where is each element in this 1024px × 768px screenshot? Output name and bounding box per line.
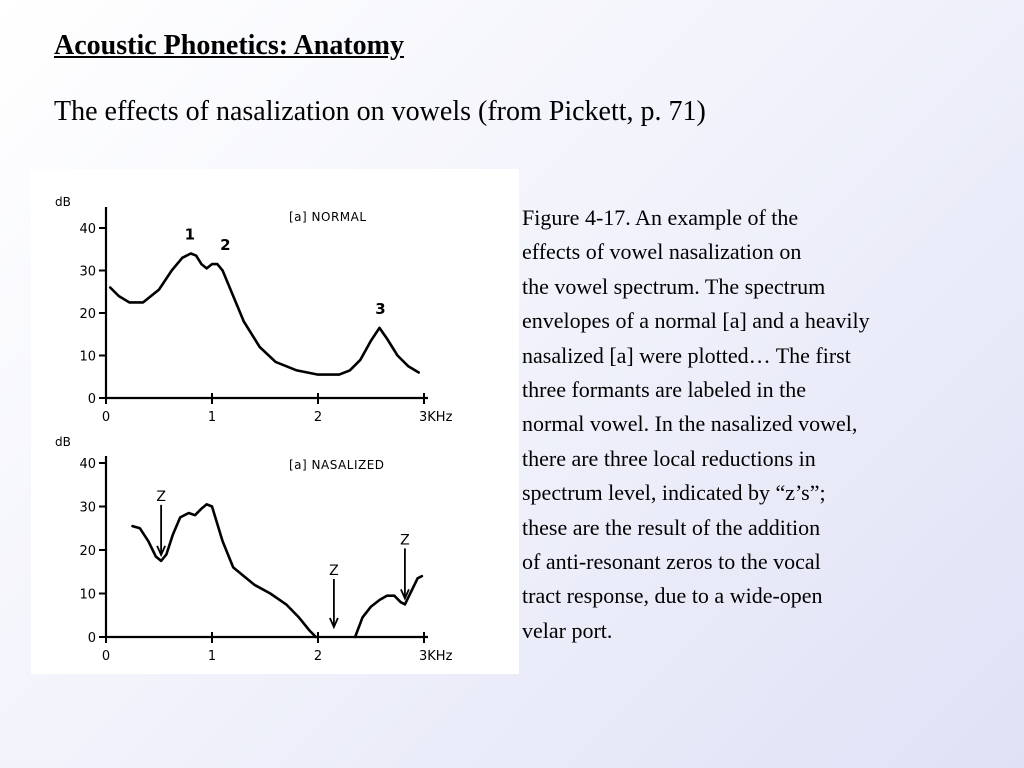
x-tick-label: 1 <box>207 649 217 664</box>
y-tick-label: 30 <box>79 264 96 280</box>
caption-line: tract response, due to a wide-open <box>522 583 823 609</box>
x-tick-label: 2 <box>313 410 323 425</box>
formant-label: 3 <box>375 299 386 318</box>
caption-line: nasalized [a] were plotted… The first <box>522 342 851 368</box>
nasalized-spectrum-chart <box>55 435 453 664</box>
caption-line: three formants are labeled in the <box>522 377 807 403</box>
y-tick-label: 20 <box>79 544 96 559</box>
caption-line: the vowel spectrum. The spectrum <box>522 273 826 299</box>
x-tick-label: 3KHz <box>419 649 453 664</box>
y-tick-label: 30 <box>79 500 96 516</box>
caption-line: of anti-resonant zeros to the vocal <box>522 549 821 575</box>
x-tick-label: 2 <box>313 649 323 664</box>
zero-label: Z <box>400 532 410 549</box>
caption-line: spectrum level, indicated by “z’s”; <box>522 480 826 506</box>
y-axis-label: dB <box>55 195 71 209</box>
spectrum-curve <box>133 504 316 637</box>
figure-panel <box>31 169 519 674</box>
caption-line: Figure 4-17. An example of the <box>522 205 799 230</box>
panel-title: [a] NORMAL <box>289 210 367 224</box>
y-axis-label: dB <box>55 435 71 449</box>
y-tick-label: 40 <box>79 457 96 472</box>
x-tick-label: 1 <box>207 410 217 425</box>
spectrum-figure <box>31 169 519 674</box>
formant-label: 2 <box>220 236 231 255</box>
caption-line: these are the result of the addition <box>522 514 821 540</box>
caption-line: effects of vowel nasalization on <box>522 239 802 265</box>
slide-title: Acoustic Phonetics: Anatomy <box>54 30 404 61</box>
x-tick-label: 0 <box>101 649 111 664</box>
normal-spectrum-chart <box>55 195 453 425</box>
x-tick-label: 0 <box>101 410 111 425</box>
y-tick-label: 0 <box>87 392 96 407</box>
panel-title: [a] NASALIZED <box>289 458 385 472</box>
y-tick-label: 10 <box>79 349 96 365</box>
caption-line: there are three local reductions in <box>522 445 816 471</box>
caption-line: velar port. <box>522 617 613 643</box>
y-tick-label: 10 <box>79 587 96 603</box>
y-tick-label: 40 <box>79 222 96 237</box>
spectrum-curve <box>110 254 419 375</box>
y-tick-label: 20 <box>79 307 96 322</box>
x-tick-label: 3KHz <box>419 410 453 425</box>
spectrum-curve <box>355 576 422 637</box>
zero-label: Z <box>156 488 166 505</box>
caption-line: envelopes of a normal [a] and a heavily <box>522 308 870 334</box>
zero-label: Z <box>329 563 339 579</box>
slide-subtitle: The effects of nasalization on vowels (from Pickett, p. 71) <box>54 96 706 127</box>
figure-caption <box>522 201 1002 648</box>
formant-label: 1 <box>184 225 196 244</box>
y-tick-label: 0 <box>87 631 96 646</box>
caption-line: normal vowel. In the nasalized vowel, <box>522 411 858 437</box>
